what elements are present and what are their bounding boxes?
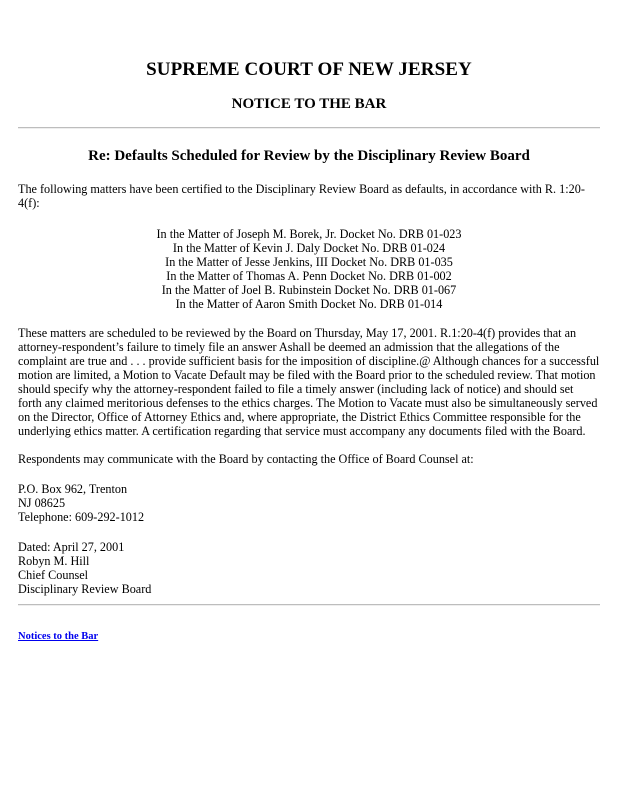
contact-paragraph: Respondents may communicate with the Board by contacting the Office of Board Counsel at: bbox=[18, 452, 474, 466]
matter-item: In the Matter of Joel B. Rubinstein Docket No. DRB 01-067 bbox=[161, 283, 457, 297]
intro-paragraph: The following matters have been certified to the Disciplinary Review Board as defaults, in accordance with R. 1:20-4(f): bbox=[18, 182, 585, 210]
matter-item: In the Matter of Thomas A. Penn Docket No. DRB 01-002 bbox=[166, 269, 452, 283]
telephone-line: Telephone: 609-292-1012 bbox=[18, 510, 145, 524]
court-title: SUPREME COURT OF NEW JERSEY bbox=[146, 59, 472, 80]
matter-item: In the Matter of Aaron Smith Docket No. DRB 01-014 bbox=[175, 297, 443, 311]
address-line-1: P.O. Box 962, Trenton bbox=[18, 482, 128, 496]
subject-heading: Re: Defaults Scheduled for Review by the Disciplinary Review Board bbox=[88, 148, 530, 164]
address-line-2: NJ 08625 bbox=[18, 496, 66, 510]
matter-item: In the Matter of Joseph M. Borek, Jr. Docket No. DRB 01-023 bbox=[156, 227, 462, 241]
signer-title: Chief Counsel bbox=[18, 568, 89, 582]
address-block bbox=[18, 482, 600, 524]
signer-name: Robyn M. Hill bbox=[18, 554, 90, 568]
body-paragraph: These matters are scheduled to be reviewed by the Board on Thursday, May 17, 2001. R.1:20-4(f) provides that an attorney-respondent’s failure to timely file an answer Ashall be deemed an admission that the allegations of the complaint are true and . . . provide sufficient basis for the imposition of discipline.@ Although chances for a successful motion are limited, a Motion to Vacate Default may be filed with the Board prior to the scheduled review. That motion should specify why the attorney-respondent failed to file a timely answer (including lack of notice) and should set forth any claimed meritorious defenses to the ethics charges. The Motion to Vacate must also be simultaneously served on the Director, Office of Attorney Ethics and, where appropriate, the District Ethics Committee responsible for the underlying ethics matter. A certification regarding that service must accompany any documents filed with the Board. bbox=[18, 326, 600, 438]
bottom-divider bbox=[18, 604, 600, 606]
matter-item: In the Matter of Jesse Jenkins, III Docket No. DRB 01-035 bbox=[165, 255, 453, 269]
signature-block bbox=[18, 540, 600, 596]
notice-title: NOTICE TO THE BAR bbox=[231, 96, 387, 112]
dated-line: Dated: April 27, 2001 bbox=[18, 540, 125, 554]
matters-list bbox=[18, 227, 600, 311]
top-divider bbox=[18, 127, 600, 129]
notices-to-the-bar-link[interactable]: Notices to the Bar bbox=[18, 631, 99, 642]
matter-item: In the Matter of Kevin J. Daly Docket No. DRB 01-024 bbox=[172, 241, 446, 255]
signer-org: Disciplinary Review Board bbox=[18, 582, 152, 596]
